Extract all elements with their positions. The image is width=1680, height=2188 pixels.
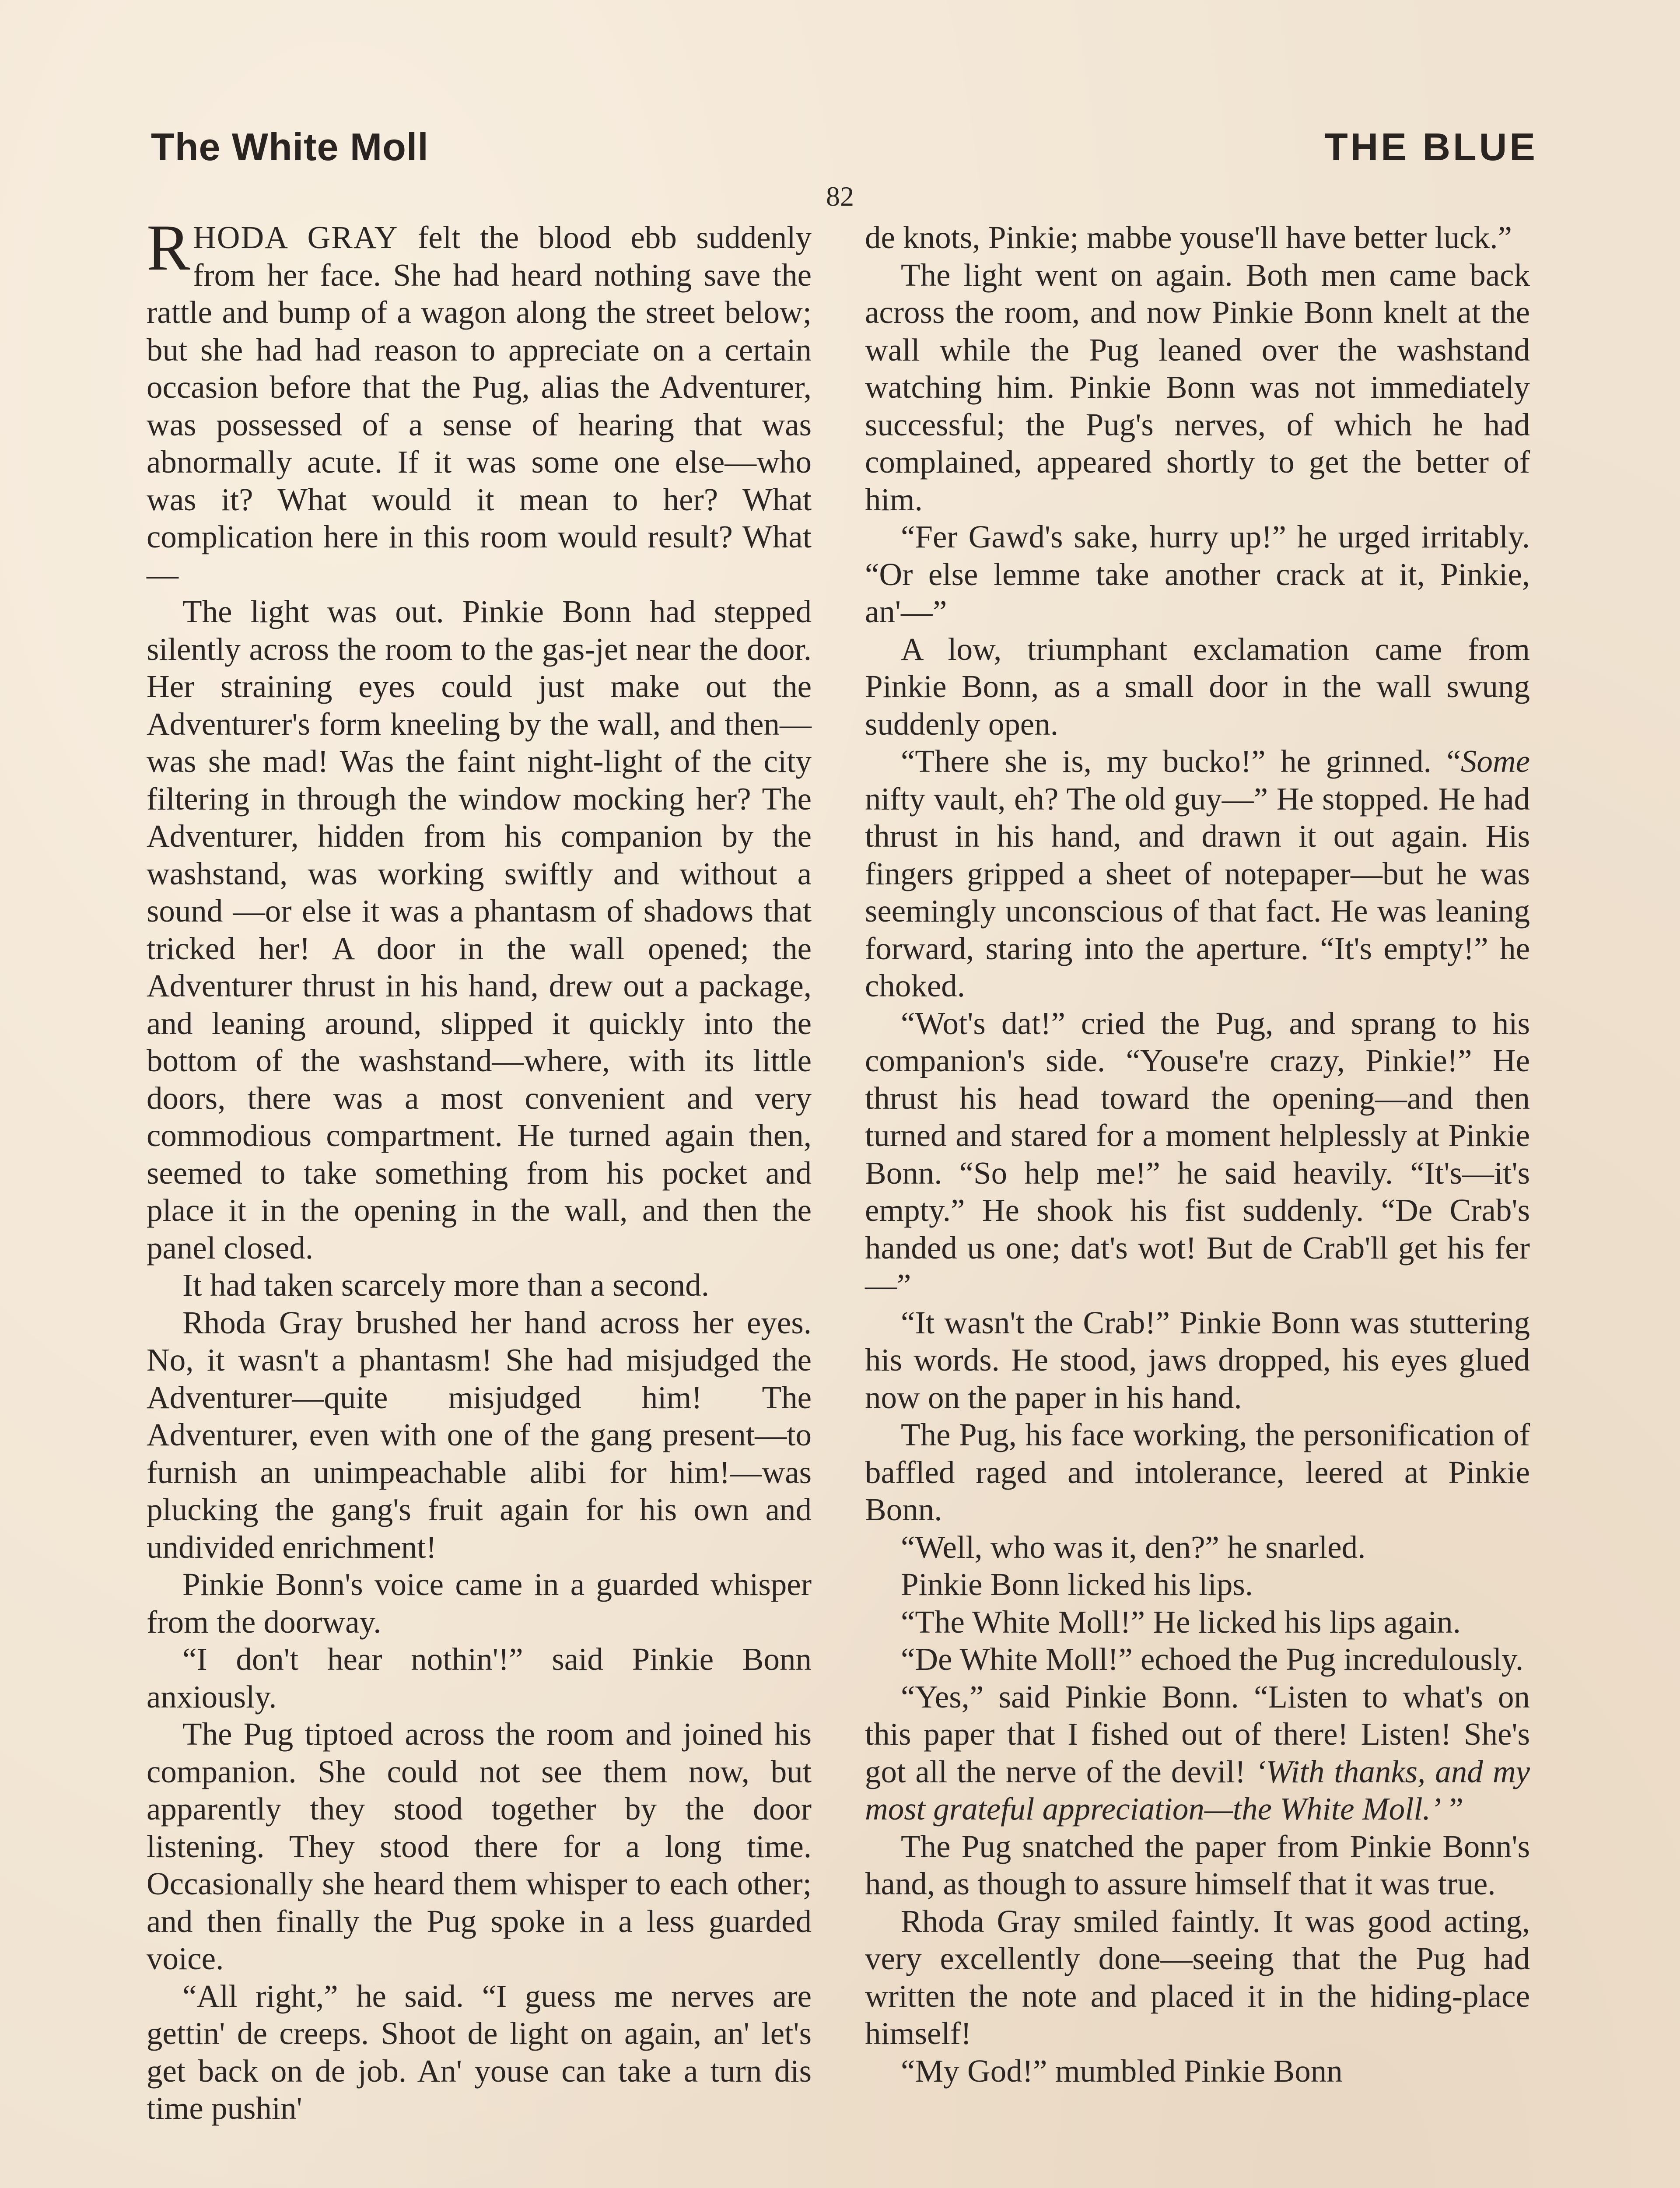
- opening-words: HODA GRAY: [193, 220, 399, 255]
- paragraph: “My God!” mumbled Pinkie Bonn: [901, 2053, 1343, 2089]
- paragraph: The Pug tiptoed across the room and joined his companion. She could not see them now, but apparently they stood together by the door listening. They stood there for a long time. Occasionally she heard them whisper to each other; and then finally the Pug spoke in a less guarded voice.: [147, 1716, 812, 1976]
- opening-paragraph: [147, 211, 812, 593]
- paragraph-note: [865, 1678, 1530, 1828]
- paragraph: “Well, who was it, den?” he snarled.: [901, 1529, 1366, 1565]
- paragraph: “De White Moll!” echoed the Pug incredulously.: [901, 1641, 1524, 1677]
- paragraph: “All right,” he said. “I guess me nerves are gettin' de creeps. Shoot de light on again, an' let's get back on de job. An' youse can take a turn dis time pushin': [147, 1978, 812, 2126]
- paragraph: The Pug snatched the paper from Pinkie Bonn's hand, as though to assure himself that it was true.: [865, 1828, 1530, 1901]
- continued-paragraph: de knots, Pinkie; mabbe youse'll have better luck.”: [865, 220, 1512, 255]
- paragraph-vault: [865, 743, 1530, 1005]
- paragraph: The light was out. Pinkie Bonn had stepped silently across the room to the gas-jet near the door. Her straining eyes could just make out the Adventurer's form kneeling by the wall, and then—was she mad! Was the faint night-light of the city filtering in through the window mocking her? The Adventurer, hidden from his companion by the washstand, was working swiftly and without a sound —or else it was a phantasm of shadows that tricked her! A door in the wall opened; the Adventurer thrust in his hand, drew out a package, and leaning around, slipped it quickly into the bottom of the washstand—where, with its little doors, there was a most convenient and very commodious compartment. He turned again then, seemed to take something from his pocket and place it in the opening in the wall, and then the panel closed.: [147, 594, 812, 1266]
- story-title: The White Moll: [151, 125, 429, 168]
- paragraph: Rhoda Gray brushed her hand across her eyes. No, it wasn't a phantasm! She had misjudged the Adventurer—quite misjudged him! The Adventurer, even with one of the gang present—to furnish an unimpeachable alibi for him!—was plucking the gang's fruit again for his own and undivided enrichment!: [147, 1304, 812, 1565]
- paragraph: “Wot's dat!” cried the Pug, and sprang to his companion's side. “Youse're crazy, Pinkie!” He thrust his head toward the opening—and then turned and stared for a moment helplessly at Pinkie Bonn. “So help me!” he said heavily. “It's—it's empty.” He shook his fist suddenly. “De Crab's handed us one; dat's wot! But de Crab'll get his fer—”: [865, 1005, 1530, 1303]
- vault-text-open: “There she is, my bucko!” he grinned. “: [901, 743, 1461, 779]
- drop-cap: R: [147, 211, 191, 284]
- note-text-close: ”: [1441, 1791, 1463, 1827]
- magazine-title: THE BLUE: [1324, 125, 1538, 168]
- paragraph: A low, triumphant exclamation came from Pinkie Bonn, as a small door in the wall swung suddenly open.: [865, 631, 1530, 742]
- vault-text-rest: nifty vault, eh? The old guy—” He stopped. He had thrust in his hand, and drawn it out again. His fingers gripped a sheet of notepaper—but he was seemingly unconscious of that fact. He was leaning forward, staring into the aperture. “It's empty!” he choked.: [865, 781, 1530, 1003]
- paragraph: Pinkie Bonn's voice came in a guarded whisper from the doorway.: [147, 1567, 812, 1640]
- paragraph: The Pug, his face working, the personification of baffled raged and intolerance, leered at Pinkie Bonn.: [865, 1417, 1530, 1527]
- paragraph: “The White Moll!” He licked his lips again.: [901, 1604, 1461, 1640]
- opening-paragraph-text: felt the blood ebb suddenly from her face. She had heard nothing save the rattle and bump of a wagon along the street below; but she had had reason to appreciate on a certain occasion before that the Pug, alias the Adventurer, was possessed of a sense of hearing that was abnormally acute. If it was some one else—who was it? What would it mean to her? What complication here in this room would result? What—: [147, 220, 812, 592]
- page-number: 82: [826, 181, 854, 212]
- paragraph: Pinkie Bonn licked his lips.: [901, 1567, 1253, 1602]
- paragraph: “Fer Gawd's sake, hurry up!” he urged irritably. “Or else lemme take another crack at it, Pinkie, an'—”: [865, 519, 1530, 629]
- note-quote: ‘With thanks, and my most grateful appreciation—the White Moll.’: [865, 1753, 1530, 1827]
- paragraph: Rhoda Gray smiled faintly. It was good acting, very excellently done—seeing that the Pug had written the note and placed it in the hiding-place himself!: [865, 1903, 1530, 2051]
- text-column-right: [865, 219, 1530, 2090]
- paragraph: “I don't hear nothin'!” said Pinkie Bonn anxiously.: [147, 1641, 812, 1715]
- paragraph: “It wasn't the Crab!” Pinkie Bonn was stuttering his words. He stood, jaws dropped, his eyes glued now on the paper in his hand.: [865, 1304, 1530, 1415]
- paragraph: The light went on again. Both men came back across the room, and now Pinkie Bonn knelt at the wall while the Pug leaned over the washstand watching him. Pinkie Bonn was not immediately successful; the Pug's nerves, of which he had complained, appeared shortly to get the better of him.: [865, 257, 1530, 517]
- paragraph: It had taken scarcely more than a second.: [182, 1267, 709, 1303]
- note-text-open: “Yes,” said Pinkie Bonn. “Listen to what's on this paper that I fished out of there! Listen! She's got all the nerve of the devil!: [865, 1679, 1530, 1789]
- italic-some: Some: [1460, 743, 1530, 779]
- text-column-left: [147, 211, 812, 2127]
